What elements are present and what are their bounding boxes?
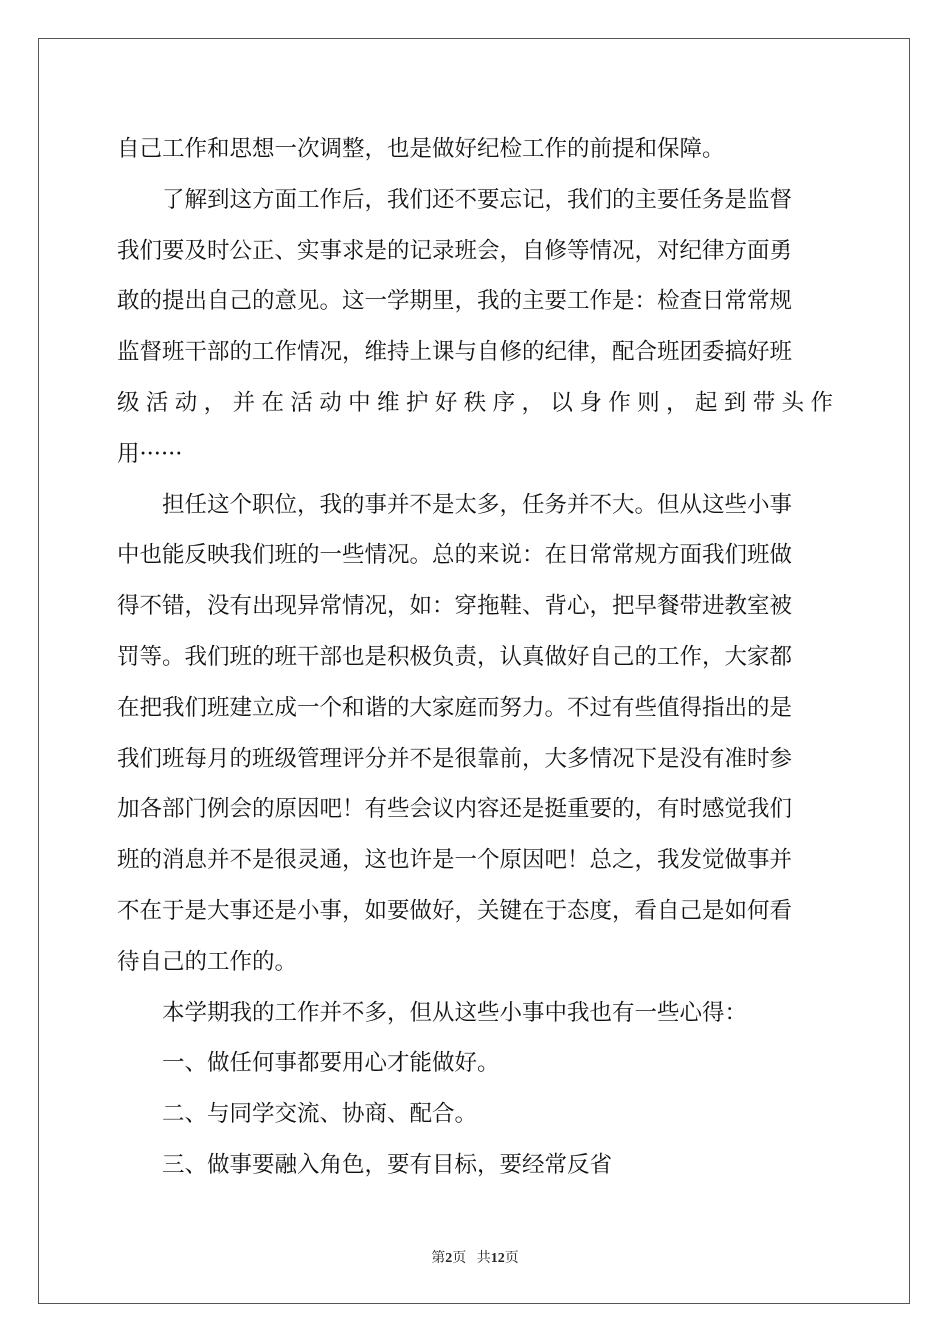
body-line: 敢的提出自己的意见。这一学期里，我的主要工作是：检查日常常规 xyxy=(117,288,793,315)
body-line: 不在于是大事还是小事，如要做好，关键在于态度，看自己是如何看 xyxy=(117,897,793,924)
footer-total-prefix: 共 xyxy=(476,1251,491,1266)
body-line: 用······ xyxy=(117,440,183,467)
body-line: 中也能反映我们班的一些情况。总的来说：在日常常规方面我们班做 xyxy=(117,542,793,569)
document-body xyxy=(117,124,833,1191)
body-line: 罚等。我们班的班干部也是积极负责，认真做好自己的工作，大家都 xyxy=(117,643,793,670)
body-line: 得不错，没有出现异常情况，如：穿拖鞋、背心，把早餐带进教室被 xyxy=(117,593,793,620)
page-footer xyxy=(0,1247,950,1267)
footer-total-suffix: 页 xyxy=(504,1251,519,1266)
body-line: 了解到这方面工作后，我们还不要忘记，我们的主要任务是监督 xyxy=(162,186,793,213)
body-line: 级活动，并在活动中维护好秩序，以身作则，起到带头作 xyxy=(117,389,833,416)
list-item: 二、与同学交流、协商、配合。 xyxy=(162,1101,478,1128)
list-item: 一、做任何事都要用心才能做好。 xyxy=(162,1050,500,1077)
body-line: 本学期我的工作并不多，但从这些小事中我也有一些心得： xyxy=(162,999,748,1026)
body-line: 我们要及时公正、实事求是的记录班会，自修等情况，对纪律方面勇 xyxy=(117,237,793,264)
total-pages: 12 xyxy=(490,1251,505,1266)
page-number: 2 xyxy=(445,1251,453,1266)
footer-prefix: 第 xyxy=(431,1251,446,1266)
body-line: 班的消息并不是很灵通，这也许是一个原因吧！总之，我发觉做事并 xyxy=(117,847,793,874)
footer-page-suffix: 页 xyxy=(452,1251,467,1266)
body-line: 待自己的工作的。 xyxy=(117,948,298,975)
body-line: 加各部门例会的原因吧！有些会议内容还是挺重要的，有时感觉我们 xyxy=(117,796,793,823)
list-item: 三、做事要融入角色，要有目标，要经常反省 xyxy=(162,1151,613,1178)
body-line: 监督班干部的工作情况，维持上课与自修的纪律，配合班团委搞好班 xyxy=(117,339,793,366)
body-line: 在把我们班建立成一个和谐的大家庭而努力。不过有些值得指出的是 xyxy=(117,694,793,721)
body-line: 担任这个职位，我的事并不是太多，任务并不大。但从这些小事 xyxy=(162,491,793,518)
body-line: 我们班每月的班级管理评分并不是很靠前，大多情况下是没有准时参 xyxy=(117,745,793,772)
body-line: 自己工作和思想一次调整，也是做好纪检工作的前提和保障。 xyxy=(117,136,725,162)
